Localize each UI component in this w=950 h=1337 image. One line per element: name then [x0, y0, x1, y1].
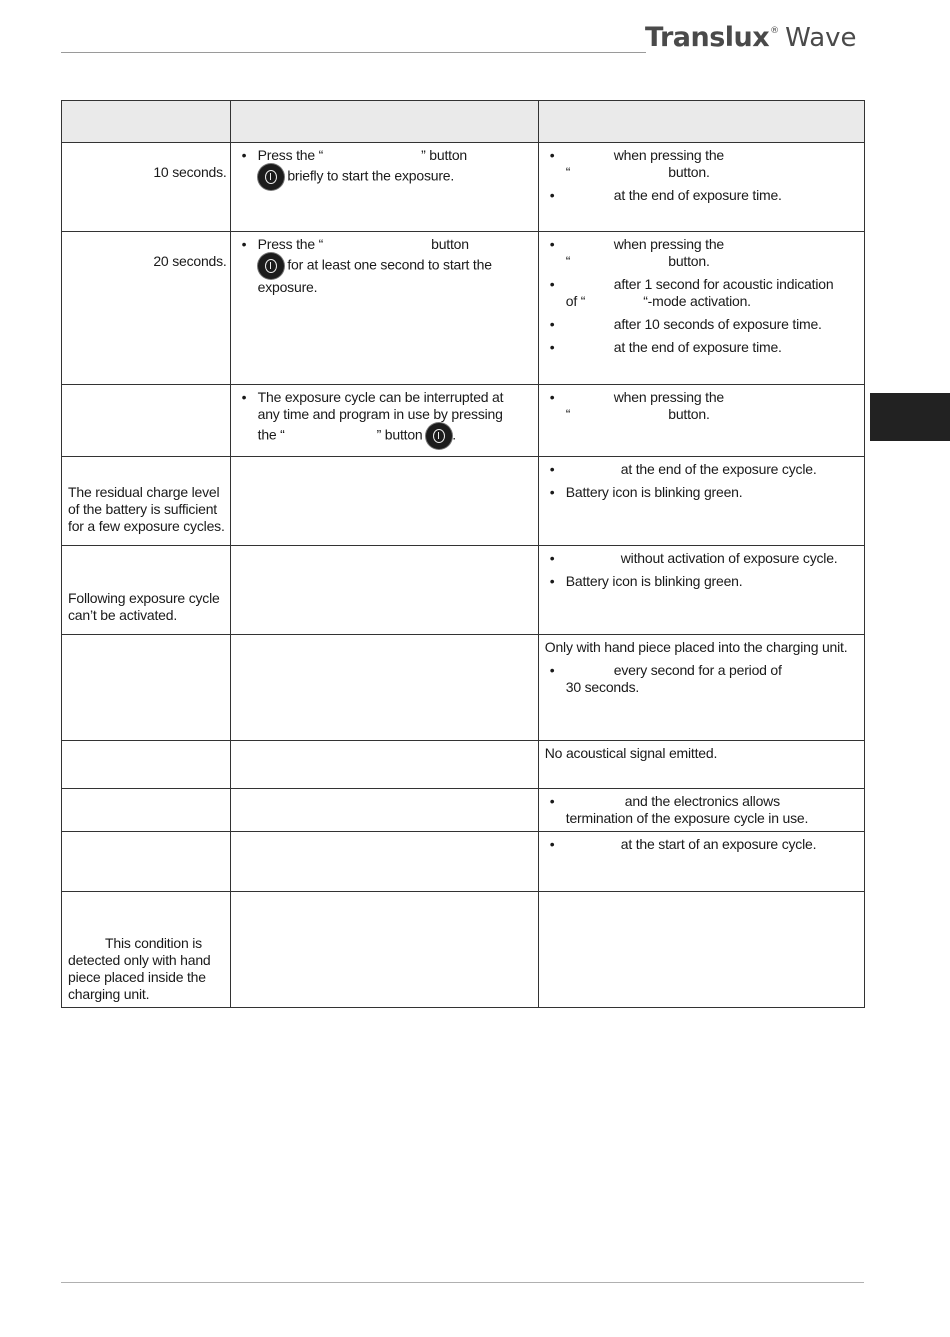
row-2-signal-2: • after 1 second for acoustic indication of “ “-mode activation. — [545, 276, 858, 310]
footer-rule — [61, 1282, 864, 1283]
row-5-signal-1: • without activation of exposure cycle. — [545, 550, 858, 567]
header-cell-1 — [62, 101, 231, 143]
table-row — [62, 832, 865, 892]
table-row — [62, 741, 865, 789]
row-1-description: 10 seconds. — [153, 164, 227, 180]
row-1-signal-1: • when pressing the “ button. — [545, 147, 858, 181]
row-1-operation: • Press the “ ” button briefly to start the exposure. — [237, 147, 532, 190]
row-2-signal-3: • after 10 seconds of exposure time. — [545, 316, 858, 333]
row-9-signal-1: • at the start of an exposure cycle. — [545, 836, 858, 853]
brand-registered-mark: ® — [770, 26, 780, 36]
row-4-description: The residual charge level of the battery is sufficient for a few exposure cycles. — [68, 484, 225, 534]
table-row — [62, 789, 865, 832]
row-1-signal-2: • at the end of exposure time. — [545, 187, 858, 204]
header-rule — [61, 52, 646, 53]
row-3-operation: • The exposure cycle can be interrupted at any time and program in use by pressing the “ ” button . — [237, 389, 532, 449]
table-row — [62, 635, 865, 741]
row-3-signal-1: • when pressing the “ button. — [545, 389, 858, 423]
row-5-signal-2: • Battery icon is blinking green. — [545, 573, 858, 590]
table-row — [62, 457, 865, 546]
row-10-description: This condition is detected only with hand piece placed inside the charging unit. — [68, 935, 211, 1002]
brand-sub: Wave — [785, 23, 857, 53]
row-7-signal: No acoustical signal emitted. — [544, 745, 718, 761]
header-cell-3 — [538, 101, 864, 143]
row-2-description: 20 seconds. — [153, 253, 227, 269]
row-2-signal-4: • at the end of exposure time. — [545, 339, 858, 356]
row-6-intro: Only with hand piece placed into the charging unit. — [544, 639, 848, 655]
signals-table — [61, 100, 865, 1008]
table-row — [62, 546, 865, 635]
header-cell-2 — [230, 101, 538, 143]
row-2-operation: • Press the “ button for at least one second to start the exposure. — [237, 236, 532, 296]
row-4-signal-1: • at the end of the exposure cycle. — [545, 461, 858, 478]
table-row — [62, 143, 865, 232]
table-row — [62, 892, 865, 1008]
table-row — [62, 232, 865, 385]
row-3-description — [62, 385, 230, 393]
row-4-signal-2: • Battery icon is blinking green. — [545, 484, 858, 501]
row-8-signal-1: • and the electronics allows termination of the exposure cycle in use. — [545, 793, 858, 827]
table-header-row — [62, 101, 865, 143]
power-button-icon — [258, 164, 284, 190]
row-6-signal-1: • every second for a period of 30 seconds. — [545, 662, 858, 696]
row-5-description: Following exposure cycle can’t be activated. — [68, 590, 220, 623]
table-row — [62, 385, 865, 457]
row-2-signal-1: • when pressing the “ button. — [545, 236, 858, 270]
power-button-icon — [426, 423, 452, 449]
power-button-icon — [258, 253, 284, 279]
brand-main: Translux — [645, 22, 770, 53]
brand-logo — [645, 22, 857, 58]
chapter-tab — [870, 393, 950, 441]
